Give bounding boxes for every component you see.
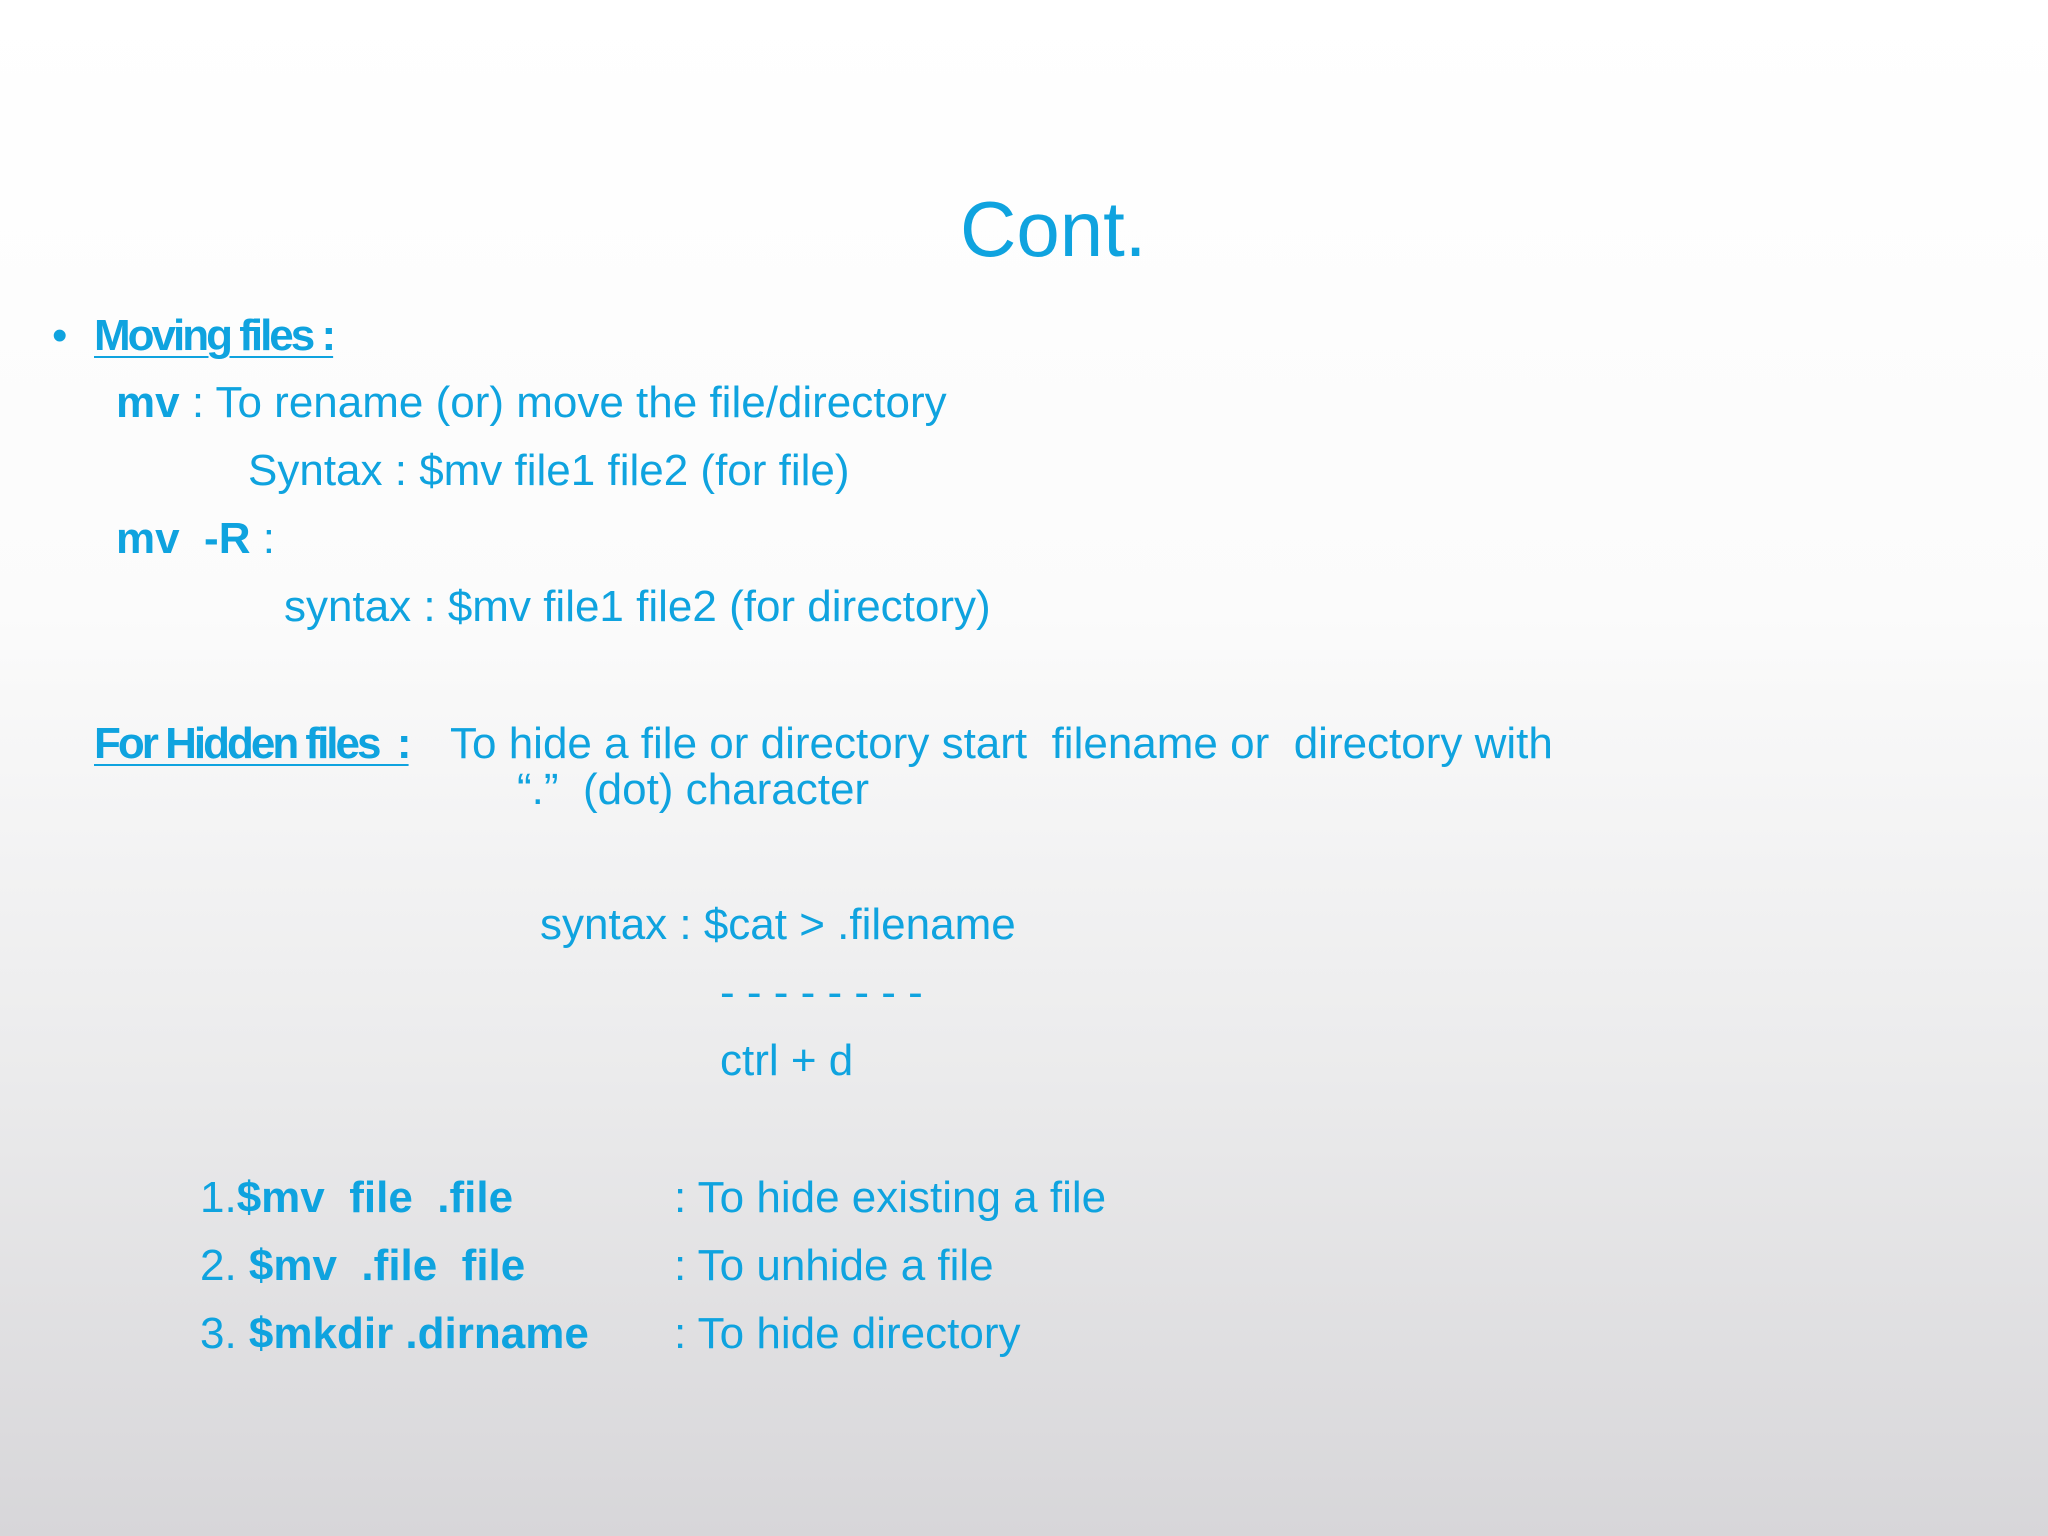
list-description: : To hide directory [674,1309,1021,1358]
hidden-files-heading: For Hidden files : [94,719,409,768]
cat-syntax: syntax : $cat > .filename [540,900,1016,949]
list-description: : To unhide a file [674,1241,994,1290]
hidden-desc-line1: To hide a file or directory start filename or directory with [450,719,1553,768]
moving-files-heading: Moving files : [94,311,334,360]
list-command: $mv file .file [236,1173,514,1222]
mvr-colon: : [250,514,275,563]
mv-line [116,378,947,427]
mv-description: : To rename (or) move the file/directory [179,378,947,427]
list-number: 3. [200,1309,249,1358]
list-item [200,1309,589,1358]
slide-title: Cont. [960,185,1147,273]
mvr-syntax: syntax : $mv file1 file2 (for directory) [284,582,991,631]
mvr-command: mv -R [116,514,251,563]
list-number: 1. [200,1173,237,1222]
list-command: $mkdir .dirname [248,1309,589,1358]
cat-ctrl-d: ctrl + d [720,1036,854,1085]
list-command: $mv .file file [248,1241,526,1290]
list-number: 2. [200,1241,249,1290]
list-item [200,1173,514,1222]
list-item [200,1241,526,1290]
mv-syntax: Syntax : $mv file1 file2 (for file) [248,446,850,495]
hidden-desc-line2: “.” (dot) character [517,765,870,814]
mv-command: mv [116,378,180,427]
mvr-line [116,514,275,563]
cat-dashes: - - - - - - - - [720,968,923,1017]
list-description: : To hide existing a file [674,1173,1107,1222]
bullet-icon: • [52,311,68,360]
